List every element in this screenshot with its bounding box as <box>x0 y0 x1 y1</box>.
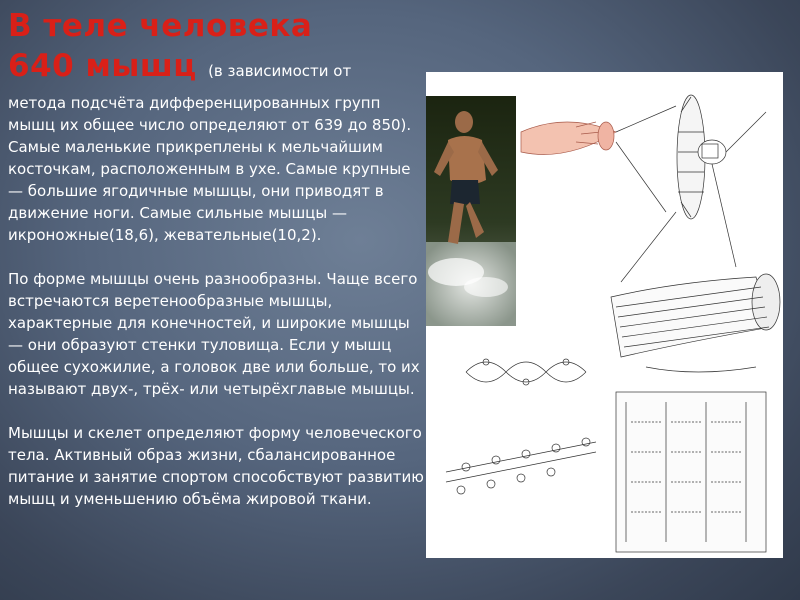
running-man-photo <box>426 96 516 326</box>
paragraph-3: Мышцы и скелет определяют форму человеческого тела. Активный образ жизни, сбалансированное питание и занятие спортом способствуют развитию мышц и уменьшению объёма жировой ткани. <box>8 424 424 508</box>
title-line-2-text: 640 мышц <box>8 48 197 84</box>
slide-body <box>8 92 426 532</box>
slide-title <box>8 6 438 91</box>
paragraph-2: По форме мышцы очень разнообразны. Чаще всего встречаются веретенообразные мышцы, характерные для конечностей, и широкие мышцы — они образуют стенки туловища. Если у мышц общее сухожилие, а головок две или больше, то их называют двух-, трёх- или четырёхглавые мышцы. <box>8 270 420 398</box>
illustration <box>426 72 783 558</box>
image-panel <box>426 72 783 558</box>
title-line-2 <box>8 46 438 91</box>
title-paren-text: (в зависимости от <box>208 62 352 80</box>
title-line-1: В теле человека <box>8 8 313 44</box>
paragraph-1: метода подсчёта дифференцированных групп мышц их общее число определяют от 639 до 850). Самые маленькие прикреплены к мельчайшим косточкам, расположенным в ухе. Самые крупные — большие ягодичные мышцы, они приводят в движение ноги. Самые сильные мышцы — икроножные(18,6), жевательные(10,2). <box>8 94 412 244</box>
